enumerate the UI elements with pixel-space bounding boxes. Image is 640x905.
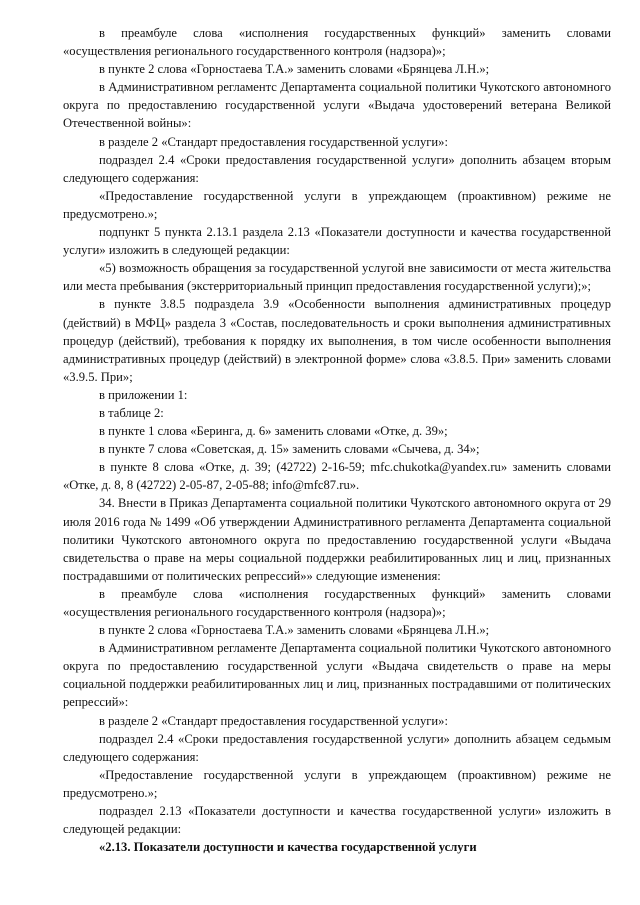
paragraph-point-3-8-5: в пункте 3.8.5 подраздела 3.9 «Особенности выполнения административных процедур (действий) в МФЦ» раздела 3 «Состав, последовательность и сроки выполнения административных процедур (действий), требования к порядку их выполнения, в том числе особенности выполнения административных процедур (действий) в электронной форме» слова «3.8.5. При» заменить словами «3.9.5. При»;	[63, 297, 611, 384]
paragraph-point-2-replace-1: в пункте 2 слова «Горностаева Т.А.» заменить словами «Брянцева Л.Н.»;	[99, 62, 490, 77]
paragraph-subsection-2-4-2: подраздел 2.4 «Сроки предоставления государственной услуги» дополнить абзацем седьмым следующего содержания:	[63, 731, 611, 764]
paragraph-section-2-1: в разделе 2 «Стандарт предоставления государственной услуги»:	[99, 134, 448, 149]
paragraph-item-34: 34. Внести в Приказ Департамента социальной политики Чукотского автономного округа от 29 июля 2016 года № 1499 «Об утверждении Административного регламента Департамента социальной политики Чукотского автономного округа по предоставлению государственной услуги «Выдача свидетельства о праве на меры социальной поддержки реабилитированных лиц и лиц, признанных пострадавшими от политических репрессий»» следующие изменения:	[63, 496, 611, 583]
paragraph-table-point-8: в пункте 8 слова «Отке, д. 39; (42722) 2-16-59; mfc.chukotka@yandex.ru» заменить словами «Отке, д. 8, 8 (42722) 2-05-87, 2-05-88; info@mfc87.ru».	[63, 460, 611, 493]
paragraph-preamble-replace-1: в преамбуле слова «исполнения государственных функций» заменить словами «осуществления регионального государственного контроля (надзора)»;	[63, 26, 611, 59]
paragraph-subsection-2-4-1: подраздел 2.4 «Сроки предоставления государственной услуги» дополнить абзацем вторым следующего содержания:	[63, 152, 611, 185]
paragraph-subsection-2-13: подраздел 2.13 «Показатели доступности и качества государственной услуги» изложить в следующей редакции:	[63, 804, 611, 837]
paragraph-heading-2-13: «2.13. Показатели доступности и качества государственной услуги	[99, 840, 477, 855]
paragraph-appendix-1: в приложении 1:	[99, 387, 188, 402]
paragraph-proactive-2: «Предоставление государственной услуги в упреждающем (проактивном) режиме не предусмотрено.»;	[63, 767, 611, 800]
paragraph-point-2-replace-2: в пункте 2 слова «Горностаева Т.А.» заменить словами «Брянцева Л.Н.»;	[99, 623, 490, 638]
document-page	[63, 24, 611, 856]
paragraph-table-point-1: в пункте 1 слова «Беринга, д. 6» заменить словами «Отке, д. 39»;	[99, 424, 448, 439]
paragraph-table-point-7: в пункте 7 слова «Советская, д. 15» заменить словами «Сычева, д. 34»;	[99, 442, 480, 457]
paragraph-regulation-veteran: в Административном регламентс Департамента социальной политики Чукотского автономного округа по предоставлению государственной услуги «Выдача удостоверений ветерана Великой Отечественной войны»:	[63, 80, 611, 131]
paragraph-section-2-2: в разделе 2 «Стандарт предоставления государственной услуги»:	[99, 713, 448, 728]
paragraph-regulation-rehabilitated: в Административном регламенте Департамента социальной политики Чукотского автономного округа по предоставлению государственной услуги «Выдача свидетельств о праве на меры социальной поддержки реабилитированных лиц и лиц, признанных пострадавшими от политических репрессий»:	[63, 641, 611, 710]
paragraph-extraterritorial: «5) возможность обращения за государственной услугой вне зависимости от места жительства или места пребывания (экстерриториальный принцип предоставления государственной услуги);»;	[63, 261, 611, 294]
paragraph-table-2: в таблице 2:	[99, 405, 164, 420]
paragraph-proactive-1: «Предоставление государственной услуги в упреждающем (проактивном) режиме не предусмотрено.»;	[63, 188, 611, 221]
paragraph-preamble-replace-2: в преамбуле слова «исполнения государственных функций» заменить словами «осуществления регионального государственного контроля (надзора)»;	[63, 586, 611, 619]
paragraph-subpoint-5: подпункт 5 пункта 2.13.1 раздела 2.13 «Показатели доступности и качества государственной услуги» изложить в следующей редакции:	[63, 225, 611, 258]
